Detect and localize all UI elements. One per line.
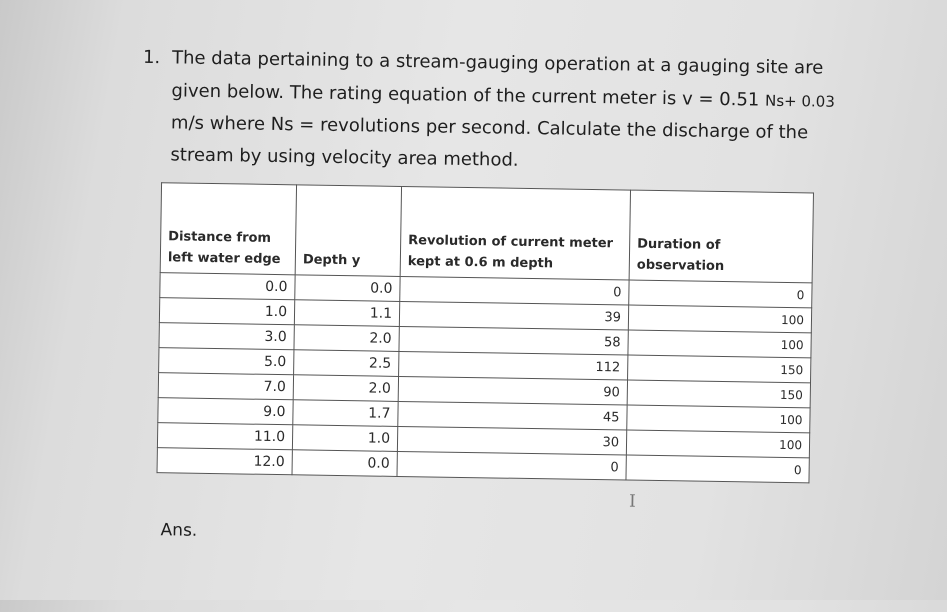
table-cell: 0.0 <box>295 275 400 302</box>
table-cell: 39 <box>399 301 628 330</box>
table-cell: 5.0 <box>159 348 294 375</box>
table-cell: 1.7 <box>293 400 398 427</box>
table-cell: 100 <box>628 305 811 333</box>
header-distance: Distance from left water edge <box>160 183 296 275</box>
question-line-2-text: given below. The rating equation of the current meter is v = 0.51 <box>171 80 760 111</box>
table-cell: 1.0 <box>159 298 294 325</box>
table-cell: 150 <box>628 355 811 383</box>
table-cell: 0.0 <box>292 450 397 477</box>
table-cell: 2.5 <box>294 350 399 377</box>
table-cell: 58 <box>399 326 628 355</box>
question-number: 1. <box>142 46 161 69</box>
question-line-2 <box>171 80 835 111</box>
table-cell: 9.0 <box>158 398 293 425</box>
table-cell: 2.0 <box>293 375 398 402</box>
table-cell: 30 <box>397 426 626 455</box>
table-header-row <box>160 183 813 283</box>
question-line-1: The data pertaining to a stream-gauging operation at a gauging site are <box>171 47 824 79</box>
table-cell: 100 <box>628 330 811 358</box>
gauging-data-table <box>157 182 814 483</box>
table-cell: 0 <box>397 451 626 480</box>
table-cell: 3.0 <box>159 323 294 350</box>
table-cell: 0 <box>626 455 809 483</box>
table-cell: 112 <box>399 351 628 380</box>
header-duration: Duration of observation <box>629 190 813 283</box>
table-cell: 12.0 <box>157 448 292 475</box>
question-line-4: stream by using velocity area method. <box>170 144 519 171</box>
table-cell: 0 <box>400 276 629 305</box>
table-cell: 11.0 <box>157 423 292 450</box>
table-cell: 45 <box>398 401 627 430</box>
table-cell: 90 <box>398 376 627 405</box>
equation-tail: Ns+ 0.03 <box>764 91 835 111</box>
table-cell: 0 <box>629 280 812 308</box>
table-cell: 100 <box>626 430 809 458</box>
answer-label: Ans. <box>160 520 198 541</box>
table-cell: 1.1 <box>294 300 399 327</box>
table-cell: 1.0 <box>292 425 397 452</box>
table-cell: 100 <box>627 405 810 433</box>
table-cell: 7.0 <box>158 373 293 400</box>
header-revolutions: Revolution of current meter kept at 0.6 m depth <box>400 186 630 280</box>
table-cell: 2.0 <box>294 325 399 352</box>
table-cell: 150 <box>627 380 810 408</box>
table-cell: 0.0 <box>160 273 295 300</box>
text-cursor-icon: I <box>628 491 636 512</box>
header-depth: Depth y <box>295 185 401 277</box>
question-line-3: m/s where Ns = revolutions per second. Calculate the discharge of the <box>170 112 809 144</box>
